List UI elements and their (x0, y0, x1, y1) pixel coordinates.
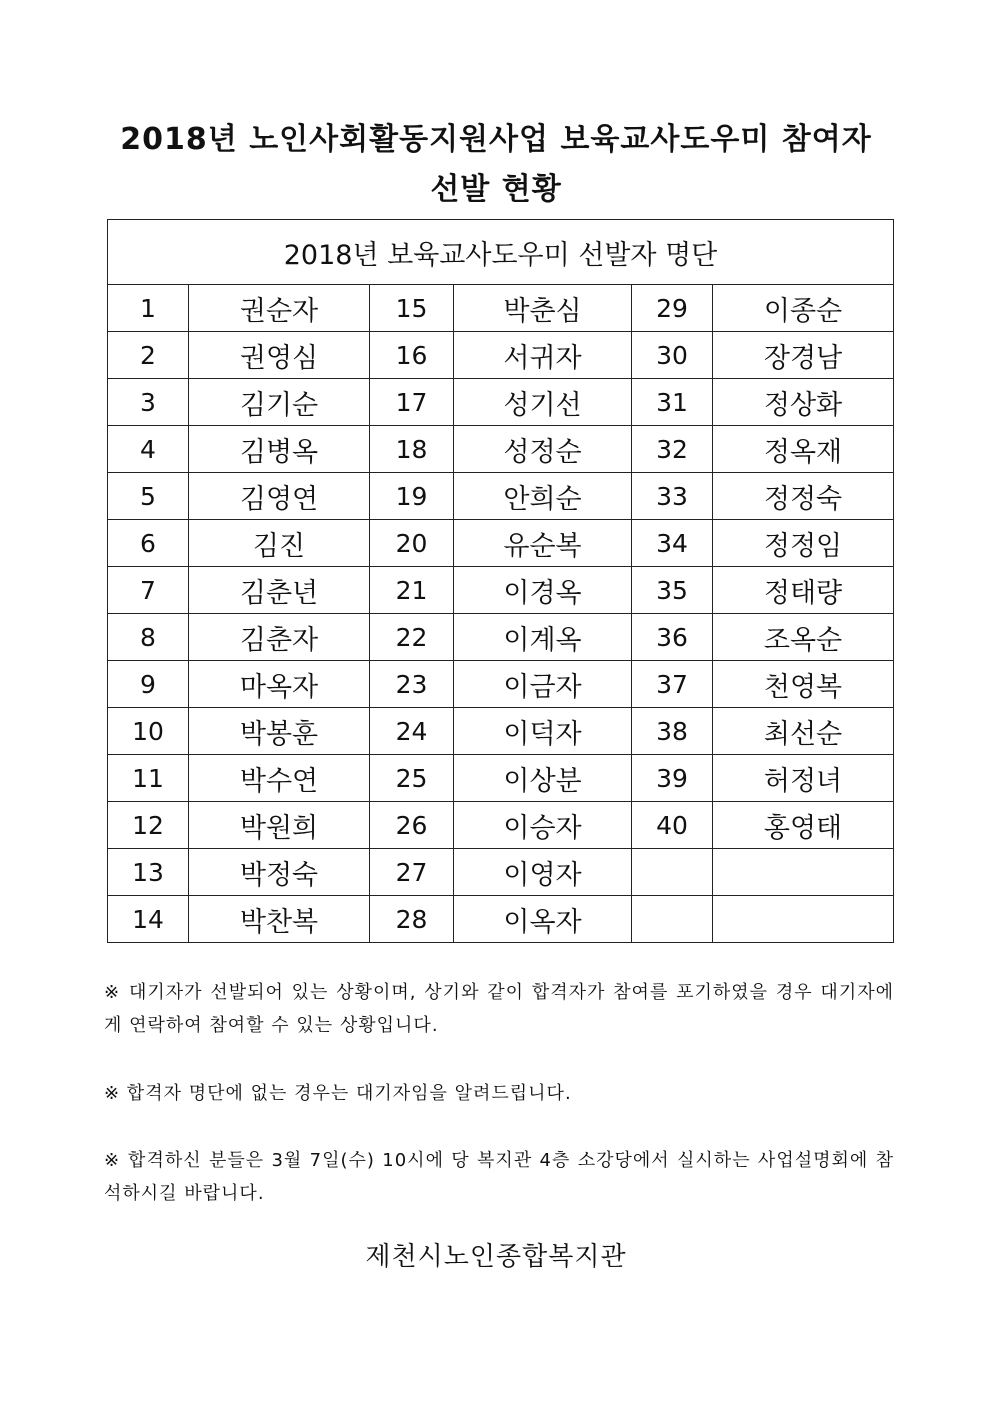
participant-name (713, 896, 894, 943)
table-row (108, 708, 894, 755)
entry-number: 18 (370, 426, 454, 473)
table-row (108, 755, 894, 802)
participant-name: 권순자 (189, 285, 370, 332)
table-body (108, 285, 894, 943)
participant-name: 유순복 (454, 520, 632, 567)
table-row (108, 426, 894, 473)
participant-name: 박수연 (189, 755, 370, 802)
entry-number: 32 (632, 426, 713, 473)
entry-number: 10 (108, 708, 189, 755)
entry-number: 12 (108, 802, 189, 849)
participant-name: 성정순 (454, 426, 632, 473)
entry-number: 17 (370, 379, 454, 426)
table-header-row (108, 220, 894, 285)
table-row (108, 802, 894, 849)
participant-name: 허정녀 (713, 755, 894, 802)
participant-name: 김춘자 (189, 614, 370, 661)
entry-number: 2 (108, 332, 189, 379)
entry-number: 7 (108, 567, 189, 614)
entry-number: 8 (108, 614, 189, 661)
participant-name: 이금자 (454, 661, 632, 708)
entry-number: 15 (370, 285, 454, 332)
entry-number: 28 (370, 896, 454, 943)
participant-name: 조옥순 (713, 614, 894, 661)
participant-name: 마옥자 (189, 661, 370, 708)
entry-number: 16 (370, 332, 454, 379)
table-row (108, 661, 894, 708)
organization-name: 제천시노인종합복지관 (365, 1242, 627, 1272)
participant-name: 이옥자 (454, 896, 632, 943)
entry-number: 1 (108, 285, 189, 332)
participant-name: 정정숙 (713, 473, 894, 520)
entry-number: 37 (632, 661, 713, 708)
participant-name: 박원희 (189, 802, 370, 849)
entry-number: 30 (632, 332, 713, 379)
participant-name: 장경남 (713, 332, 894, 379)
table-header: 2018년 보육교사도우미 선발자 명단 (108, 220, 894, 285)
table-row (108, 567, 894, 614)
participant-name: 정정임 (713, 520, 894, 567)
entry-number: 13 (108, 849, 189, 896)
participant-name: 천영복 (713, 661, 894, 708)
notice-waitlist: ※ 대기자가 선발되어 있는 상황이며, 상기와 같이 합격자가 참여를 포기하였을 경우 대기자에게 연락하여 참여할 수 있는 상황입니다. (104, 982, 894, 1036)
entry-number: 11 (108, 755, 189, 802)
selection-roster-table (107, 219, 894, 943)
entry-number: 38 (632, 708, 713, 755)
document-title-line-1: 2018년 노인사회활동지원사업 보육교사도우미 참여자 (120, 122, 872, 157)
entry-number: 22 (370, 614, 454, 661)
participant-name: 이계옥 (454, 614, 632, 661)
entry-number: 9 (108, 661, 189, 708)
participant-name: 김기순 (189, 379, 370, 426)
notice-briefing-session: ※ 합격하신 분들은 3월 7일(수) 10시에 당 복지관 4층 소강당에서 실시하는 사업설명회에 참석하시길 바랍니다. (104, 1150, 894, 1204)
participant-name: 홍영태 (713, 802, 894, 849)
entry-number: 29 (632, 285, 713, 332)
entry-number: 35 (632, 567, 713, 614)
entry-number: 20 (370, 520, 454, 567)
participant-name: 박춘심 (454, 285, 632, 332)
entry-number: 19 (370, 473, 454, 520)
participant-name (713, 849, 894, 896)
participant-name: 권영심 (189, 332, 370, 379)
table-row (108, 896, 894, 943)
entry-number: 33 (632, 473, 713, 520)
entry-number: 25 (370, 755, 454, 802)
entry-number: 21 (370, 567, 454, 614)
participant-name: 박봉훈 (189, 708, 370, 755)
document-title-line-2: 선발 현황 (430, 172, 562, 207)
entry-number: 34 (632, 520, 713, 567)
participant-name: 이영자 (454, 849, 632, 896)
table-row (108, 379, 894, 426)
participant-name: 박정숙 (189, 849, 370, 896)
participant-name: 정태량 (713, 567, 894, 614)
entry-number: 39 (632, 755, 713, 802)
entry-number (632, 896, 713, 943)
participant-name: 정상화 (713, 379, 894, 426)
participant-name: 박찬복 (189, 896, 370, 943)
entry-number (632, 849, 713, 896)
participant-name: 최선순 (713, 708, 894, 755)
participant-name: 성기선 (454, 379, 632, 426)
participant-name: 이경옥 (454, 567, 632, 614)
table-row (108, 332, 894, 379)
table-row (108, 473, 894, 520)
participant-name: 서귀자 (454, 332, 632, 379)
entry-number: 36 (632, 614, 713, 661)
participant-name: 김영연 (189, 473, 370, 520)
table-row (108, 614, 894, 661)
participant-name: 김병옥 (189, 426, 370, 473)
table-row (108, 285, 894, 332)
entry-number: 14 (108, 896, 189, 943)
participant-name: 김진 (189, 520, 370, 567)
participant-name: 이덕자 (454, 708, 632, 755)
participant-name: 이상분 (454, 755, 632, 802)
table-row (108, 520, 894, 567)
participant-name: 이종순 (713, 285, 894, 332)
entry-number: 6 (108, 520, 189, 567)
entry-number: 5 (108, 473, 189, 520)
entry-number: 3 (108, 379, 189, 426)
participant-name: 김춘년 (189, 567, 370, 614)
entry-number: 24 (370, 708, 454, 755)
participant-name: 안희순 (454, 473, 632, 520)
participant-name: 이승자 (454, 802, 632, 849)
table-row (108, 849, 894, 896)
entry-number: 27 (370, 849, 454, 896)
entry-number: 26 (370, 802, 454, 849)
notice-not-listed: ※ 합격자 명단에 없는 경우는 대기자임을 알려드립니다. (104, 1083, 572, 1104)
participant-name: 정옥재 (713, 426, 894, 473)
entry-number: 40 (632, 802, 713, 849)
entry-number: 31 (632, 379, 713, 426)
entry-number: 4 (108, 426, 189, 473)
entry-number: 23 (370, 661, 454, 708)
